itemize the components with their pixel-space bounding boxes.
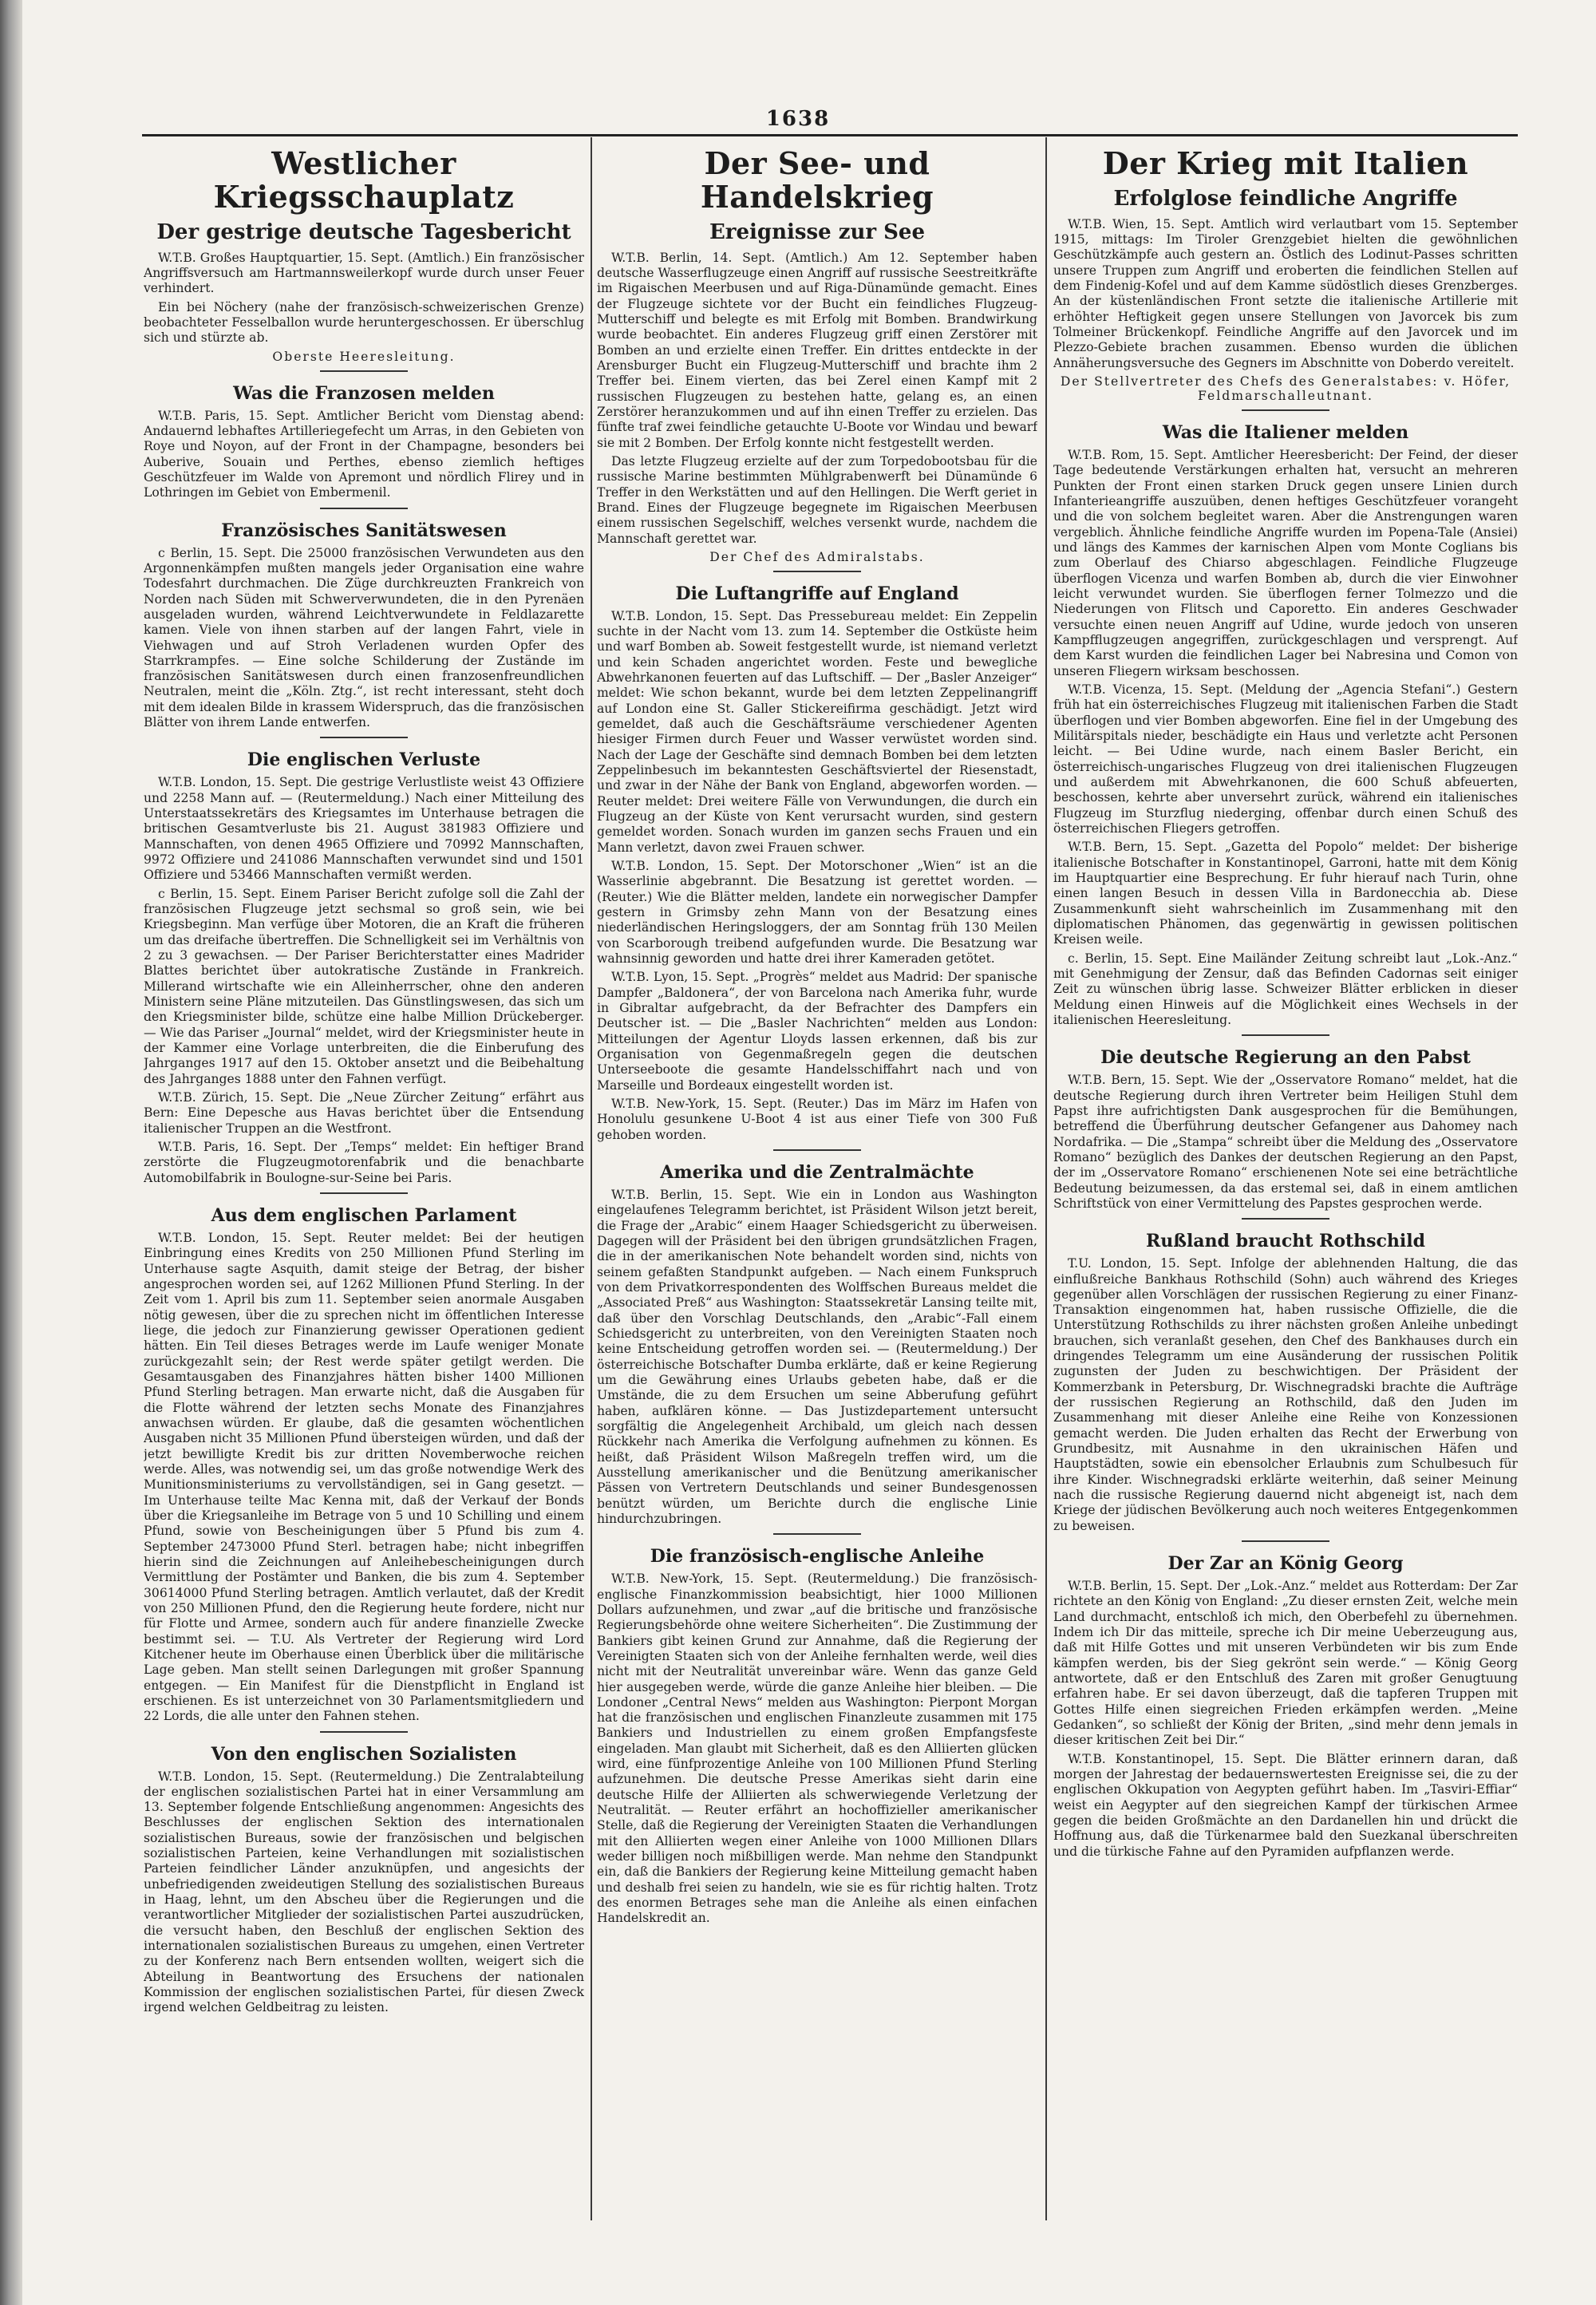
report-signature: Oberste Heeresleitung.	[272, 349, 456, 364]
section-heading: Was die Italiener melden	[1162, 422, 1409, 444]
article-paragraph: Ein bei Nöchery (nahe der französisch-schweizerischen Grenze) beobachteter Fesselballon wurde heruntergeschossen. Er überschlug sich und stürzte ab.	[144, 299, 584, 346]
section-separator	[1242, 1218, 1329, 1220]
section-heading: Der Zar an König Georg	[1167, 1553, 1404, 1575]
column-rule-1	[591, 137, 592, 2220]
column-western-front	[144, 144, 584, 2219]
column-heading: Der Krieg mit Italien	[1102, 145, 1469, 181]
article-paragraph: W.T.B. London, 15. Sept. Die gestrige Verlustliste weist 43 Offiziere und 2258 Mann auf. — (Reutermeldung.) Nach einer Mitteilung des Unterstaatssekretärs des Kriegsamtes im Unterhause betragen die britischen Gesamtverluste bis 21. August 381983 Offiziere und Mannschaften, von denen 4965 Offiziere und 70992 Mannschaften, 9972 Offiziere und 241086 Mannschaften verwundet sind und 1501 Offiziere und 53466 Mannschaften vermißt werden.	[144, 775, 584, 883]
article-paragraph: W.T.B. Vicenza, 15. Sept. (Meldung der „Agencia Stefani“.) Gestern früh hat ein österreichisches Flugzeug mit italienischen Farben die Stadt überflogen und vier Bomben abgeworfen. Eine fiel in der Umgebung des Militärspitals nieder, beschädigte ein Haus und verletzte acht Personen leicht. — Bei Udine wurde, nach einem Basler Bericht, ein österreichisch-ungarisches Flugzeug von drei italienischen Flugzeugen und außerdem mit Abwehrkanonen, die 600 Schuß abfeuerten, beschossen, kehrte aber unversehrt zurück, während ein italienisches Flugzeug im Sturzflug niederging, offenbar durch einen Schuß des österreichischen Fliegers getroffen.	[1053, 682, 1518, 836]
report-signature: Der Chef des Admiralstabs.	[709, 549, 925, 564]
page-number: 1638	[765, 107, 831, 131]
article-paragraph: c Berlin, 15. Sept. Einem Pariser Bericht zufolge soll die Zahl der französischen Flugzeuge jetzt sechsmal so groß sein, wie bei Kriegsbeginn. Man verfüge über Motoren, die an Kraft die früheren um das dreifache übertreffen. Die Schnelligkeit sei im Verhältnis von 2 zu 3 gewachsen. — Der Pariser Berichterstatter eines Madrider Blattes berichtet über autokratische Zustände in Frankreich. Millerand wirtschafte wie ein Alleinherrscher, ohne den anderen Ministern seine Pläne mitzuteilen. Das Günstlingswesen, das sich um den Kriegsminister bilde, schütze eine halbe Million Drückeberger. — Wie das Pariser „Journal“ meldet, wird der Kriegsminister heute in der Kammer eine Vorlage unterbreiten, die die Einberufung des Jahrganges 1917 auf den 15. Oktober ansetzt und die Beibehaltung des Jahrganges 1888 unter den Fahnen verfügt.	[144, 886, 584, 1086]
article-paragraph: W.T.B. Wien, 15. Sept. Amtlich wird verlautbart vom 15. September 1915, mittags: Im Tiroler Grenzgebiet hielten die gewöhnlichen Geschützkämpfe auch gestern an. Östlich des Lodinut-Passes schritten unsere Truppen zum Angriff und eroberten die feindlichen Stellen auf dem Findenig-Kofel und auf dem Kamme südöstlich dieses Grenzberges. An der küstenländischen Front setzte die italienische Artillerie mit erhöhter Heftigkeit gegen unsere Stellungen von Javorcek bis zum Tolmeiner Brückenkopf. Feindliche Angriffe auf den Javorcek und im Plezzo-Gebiete brachen zusammen. Ebenso wurden die üblichen Annäherungsversuche des Gegners im Abschnitte von Doberdo vereitelt.	[1053, 216, 1518, 370]
section-separator	[320, 1192, 408, 1194]
section-separator	[1242, 409, 1329, 411]
section-separator	[773, 571, 861, 572]
column-heading: Der See- und Handelskrieg	[700, 145, 934, 215]
article-paragraph: W.T.B. Rom, 15. Sept. Amtlicher Heeresbericht: Der Feind, der dieser Tage bedeutende Verstärkungen erhalten hat, versucht an mehreren Punkten der Front einen starken Druck gegen unsere Linien durch Infanterieangriffe auszuüben, denen heftiges Geschützfeuer vorangeht und die von solchem begleitet waren. Aber die Anstrengungen waren vergeblich. Ähnliche feindliche Angriffe wurden im Popena-Tale (Ansiei) und längs des Kammes der karnischen Alpen vom Monte Coglians bis zum Oberlauf des Chiarso abgeschlagen. Feindliche Flugzeuge überflogen Vicenza und warfen Bomben ab, durch die vier Einwohner leicht verwundet wurden. Sie überflogen ferner Tolmezzo und die Niederungen von Flitsch und Caporetto. Ein anderes Geschwader versuchte einen neuen Angriff auf Udine, wurde jedoch von unseren Kampfflugzeugen angegriffen, zurückgeschlagen und versprengt. Auf dem Karst wurden die feindlichen Lager bei Nabresina und Comon von unseren Fliegern wirksam beschossen.	[1053, 448, 1518, 678]
column-subheading: Erfolglose feindliche Angriffe	[1113, 186, 1458, 211]
section-heading: Die deutsche Regierung an den Pabst	[1100, 1047, 1471, 1069]
article-paragraph: Das letzte Flugzeug erzielte auf der zum Torpedobootsbau für die russische Marine bestimmten Mühlgrabenwerft bei Dünamünde 6 Treffer in den Werkstätten und auf den Hellingen. Die Werft geriet in Brand. Eines der Flugzeuge begegnete im Rigaischen Meerbusen einem russischen Segelschiff, welches versenkt wurde, nachdem die Mannschaft gerettet war.	[597, 453, 1037, 546]
section-heading: Von den englischen Sozialisten	[211, 1743, 517, 1765]
article-paragraph: W.T.B. London, 15. Sept. (Reutermeldung.) Die Zentralabteilung der englischen sozialistischen Partei hat in einer Versammlung am 13. September folgende Entschließung angenommen: Angesichts des Beschlusses der englischen Sektion des internationalen sozialistischen Bureaus, sowie der französischen und belgischen sozialistischen Parteien, keine Verhandlungen mit sozialistischen Parteien feindlicher Länder anzuknüpfen, und angesichts der unbefriedigenden zweideutigen Stellung des sozialistischen Bureaus in Haag, lehnt, um den Abscheu über die Regierungen und die verantwortlicher Mitglieder der sozialistischen Partei auszudrücken, die versucht haben, den Beschluß der englischen Sektion des internationalen sozialistischen Bureaus zu umgehen, einen Vertreter zu der Konferenz nach Bern entsenden wollten, weigert sich die Abteilung in Beantwortung des Ersuchens der nationalen Kommission der englischen sozialistischen Partei, für diesen Zweck irgend welchen Geldbeitrag zu leisten.	[144, 1769, 584, 2015]
column-rule-2	[1045, 137, 1047, 2220]
column-subheading: Der gestrige deutsche Tagesbericht	[156, 219, 571, 244]
column-war-with-italy	[1053, 144, 1518, 2219]
article-paragraph: W.T.B. Konstantinopel, 15. Sept. Die Blätter erinnern daran, daß morgen der Jahrestag der bedauernswertesten Ereignisse sei, die zu der englischen Okkupation von Aegypten geführt haben. Im „Tasviri-Effiar“ weist ein Aegypter auf den siegreichen Kampf der türkischen Armee gegen die beiden Großmächte an den Dardanellen hin und drückt die Hoffnung aus, daß die Türkenarmee bald den Suezkanal überschreiten und die türkische Fahne auf den Pyramiden aufpflanzen werde.	[1053, 1751, 1518, 1859]
column-sea-trade-war	[597, 144, 1037, 2219]
column-heading: Westlicher Kriegsschauplatz	[213, 145, 515, 215]
article-paragraph: W.T.B. Paris, 16. Sept. Der „Temps“ meldet: Ein heftiger Brand zerstörte die Flugzeugmotorenfabrik und die benachbarte Automobilfabrik in Boulogne-sur-Seine bei Paris.	[144, 1140, 584, 1185]
article-paragraph: W.T.B. Paris, 15. Sept. Amtlicher Bericht vom Dienstag abend: Andauernd lebhaftes Artilleriegefecht um Arras, in den Gebieten von Roye und Noyon, auf der Front in der Champagne, besonders bei Auberive, Souain und Perthes, ebenso ziemlich heftiges Geschützfeuer im Walde von Apremont und nördlich Flirey und in Lothringen im Gebiet von Embermenil.	[144, 408, 584, 500]
section-separator	[320, 1731, 408, 1733]
article-paragraph: W.T.B. Berlin, 15. Sept. Der „Lok.-Anz.“ meldet aus Rotterdam: Der Zar richtete an den König von England: „Zu dieser ernsten Zeit, welche mein Land durchmacht, entschloß ich mich, den Oberbefehl zu übernehmen. Indem ich Dir das mitteile, spreche ich Dir meine Ueberzeugung aus, daß mit Hilfe Gottes und mit unseren Verbündeten wir bis zum Ende kämpfen werden, bis der Sieg gekrönt sein werde.“ — König Georg antwortete, daß er den Entschluß des Zaren mit großer Genugtuung erfahren habe. Er sei davon überzeugt, daß die tapferen Truppen mit Gottes Hilfe einen siegreichen Frieden erkämpfen werden. „Meine Gedanken“, so schließt der König der Briten, „sind mehr denn jemals in dieser kritischen Zeit bei Dir.“	[1053, 1579, 1518, 1748]
article-paragraph: T.U. London, 15. Sept. Infolge der ablehnenden Haltung, die das einflußreiche Bankhaus Rothschild (Sohn) auch während des Krieges gegenüber allen Vorschlägen der russischen Regierung zu einer Finanz-Transaktion eingenommen hat, haben russische Offizielle, die die Unterstützung Rothschilds zu ihrer nächsten großen Anleihe unbedingt brauchen, sich veranlaßt gesehen, den Chef des Bankhauses durch ein dringendes Telegramm um eine Ausänderung der russischen Politik zugunsten der Juden zu beschwichtigen. Der Präsident der Kommerzbank in Petersburg, Dr. Wischnegradski brachte die Aufträge der russischen Regierung an Rothschild, daß den Juden im Zusammenhang mit dieser Anleihe eine Reihe von Konzessionen gemacht werden. Die Juden erhalten das Recht der Erwerbung von Grundbesitz, mit Ausnahme in den ukrainischen Häfen und Hauptstädten, sowie ein ebensolcher Erlaubnis zum Schulbesuch für ihre Kinder. Wischnegradski erklärte weiterhin, daß seiner Meinung nach die russische Regierung dauernd nicht abgeneigt ist, nach dem Kriege der jüdischen Bevölkerung auch noch weiteres Entgegenkommen zu beweisen.	[1053, 1256, 1518, 1533]
section-heading: Aus dem englischen Parlament	[211, 1205, 517, 1226]
section-separator	[1242, 1034, 1329, 1036]
article-paragraph: W.T.B. New-York, 15. Sept. (Reuter.) Das im März im Hafen von Honolulu gesunkene U-Boot 4 ist aus einer Tiefe von 300 Fuß gehoben worden.	[597, 1097, 1037, 1142]
article-paragraph: W.T.B. Bern, 15. Sept. „Gazetta del Popolo“ meldet: Der bisherige italienische Botschafter in Konstantinopel, Garroni, hatte mit dem König im Hauptquartier eine Besprechung. Er fuhr hierauf nach Turin, ohne einen langen Besuch in dessen Villa in Bardonecchia ab. Diese Zusammenkunft sieht wahrscheinlich im Zusammenhang mit den diplomatischen Phänomen, das gegenwärtig in gewissen politischen Kreisen weile.	[1053, 840, 1518, 947]
section-separator	[1242, 1540, 1329, 1542]
article-paragraph: W.T.B. London, 15. Sept. Das Pressebureau meldet: Ein Zeppelin suchte in der Nacht vom 13. zum 14. September die Ostküste heim und warf Bomben ab. Soweit festgestellt wurde, ist niemand verletzt und kein Schaden angerichtet worden. Feste und bewegliche Abwehrkanonen feuerten auf das Luftschiff. — Der „Basler Anzeiger“ meldet: Wie schon bekannt, wurde bei dem letzten Zeppelinangriff auf London eine St. Galler Stickereifirma geschädigt. Jetzt wird gemeldet, daß auch die Geschäftsräume verschiedener Agenten hiesiger Firmen durch Feuer und Wasser verwüstet worden sind. Nach der Lage der Geschäfte sind demnach Bomben bei dem letzten Zeppelinbesuch im bekanntesten Geschäftsviertel der Riesenstadt, und zwar in der Nähe der Bank von England, abgeworfen worden. — Reuter meldet: Drei weitere Fälle von Verwundungen, die durch ein Flugzeug an der Küste von Kent verursacht wurden, sind gestern gemeldet worden. Sonach wurden im ganzen sechs Frauen und ein Mann verletzt, davon zwei Frauen schwer.	[597, 608, 1037, 855]
header-rule	[142, 134, 1518, 136]
article-paragraph: W.T.B. Berlin, 14. Sept. (Amtlich.) Am 12. September haben deutsche Wasserflugzeuge einen Angriff auf russische Seestreitkräfte im Rigaischen Meerbusen und auf Riga-Dünamünde gemacht. Eines der Flugzeuge sichtete vor der Bucht ein feindliches Flugzeug-Mutterschiff und belegte es mit Erfolg mit Bomben. Brandwirkung wurde beobachtet. Ein anderes Flugzeug griff einen Zerstörer mit Bomben an und erzielte einen Treffer. Ein drittes entdeckte in der Arensburger Bucht ein Flugzeug-Mutterschiff und brachte ihm 2 Treffer bei. Einem vierten, das bei Zerel einen Kampf mit 2 russischen Flugzeugen zu bestehen hatte, gelang es, an einen Zerstörer heranzukommen und auf ihn einen Treffer zu erzielen. Das fünfte traf zwei feindliche getauchte U-Boote vor Windau und bewarf sie mit 2 Bomben. Der Erfolg konnte nicht festgestellt werden.	[597, 250, 1037, 450]
article-paragraph: W.T.B. Zürich, 15. Sept. Die „Neue Zürcher Zeitung“ erfährt aus Bern: Eine Depesche aus Havas berichtet über die Entsendung italienischer Truppen an die Westfront.	[144, 1090, 584, 1136]
section-separator	[773, 1149, 861, 1151]
section-separator	[320, 737, 408, 738]
article-paragraph: W.T.B. New-York, 15. Sept. (Reutermeldung.) Die französisch-englische Finanzkommission beabsichtigt, hier 1000 Millionen Dollars aufzunehmen, und zwar „auf die britische und französische Regierungsbehörde ohne weitere Sicherheiten“. Die Zustimmung der Bankiers gibt keinen Grund zur Annahme, daß die Regierung der Vereinigten Staaten sich von der Anleihe fernhalten werde, weil dies nicht mit der Neutralität unvereinbar wäre. Wenn das ganze Geld hier ausgegeben werde, würde die ganze Anleihe hier bleiben. — Die Londoner „Central News“ melden aus Washington: Pierpont Morgan hat die französischen und englischen Finanzleute zusammen mit 175 Bankiers und Industriellen zu einem großen Empfangsfeste eingeladen. Man glaubt mit Sicherheit, daß es den Alliierten glücken wird, eine fünfprozentige Anleihe von 100 Millionen Pfund Sterling aufzunehmen. Die deutsche Presse Amerikas sieht darin eine deutsche Hilfe der Alliierten als schwerwiegende Verletzung der Neutralität. — Reuter erfährt an hochoffizieller amerikanischer Stelle, daß die Regierung der Vereinigten Staaten die Verhandlungen mit den Alliierten wegen einer Anleihe von 1000 Millionen Dllars weder billigen noch mißbilligen werde. Man nehme den Standpunkt ein, daß die Bankiers der Regierung keine Mitteilung gemacht haben und deshalb frei seien zu handeln, wie sie es für richtig halten. Trotz des enormen Betrages sehe man die Anleihe als einen einfachen Handelskredit an.	[597, 1572, 1037, 1926]
article-paragraph: W.T.B. Bern, 15. Sept. Wie der „Osservatore Romano“ meldet, hat die deutsche Regierung durch ihren Vertreter beim Heiligen Stuhl dem Papst ihre aufrichtigsten Dank ausgesprochen für die Bemühungen, betreffend die Überführung deutscher Gefangener aus Dahomey nach Nordafrika. — Die „Stampa“ schreibt über die Meldung des „Osservatore Romano“ bezüglich des Dankes der deutschen Regierung an den Papst, der im „Osservatore Romano“ erschienenen Note sei eine beträchtliche Bedeutung beizumessen, da das erstemal sei, daß in einem amtlichen Schriftstück von einer Vermittelung des Papstes gesprochen werde.	[1053, 1073, 1518, 1211]
column-subheading: Ereignisse zur See	[709, 219, 926, 244]
article-paragraph: W.T.B. London, 15. Sept. Reuter meldet: Bei der heutigen Einbringung eines Kredits von 250 Millionen Pfund Sterling im Unterhause sagte Asquith, damit steige der Betrag, der bisher angesprochen worden sei, auf 1262 Millionen Pfund Sterling. In der Zeit vom 1. April bis zum 11. September seien anormale Ausgaben nötig gewesen, über die zu sprechen nicht im öffentlichen Interesse liege, die jedoch zur Finanzierung gewisser Operationen gedient hätten. Ein Teil dieses Betrages werde im Laufe weniger Monate zurückgezahlt sein; der Rest werde später getilgt werden. Die Gesamtausgaben des Finanzjahres hätten bisher 1400 Millionen Pfund Sterling betragen. Man erwarte nicht, daß die Ausgaben für die Flotte während der letzten sechs Monate des Finanzjahres anwachsen würden. Er glaube, daß die gesamten wöchentlichen Ausgaben nicht 35 Millionen Pfund übersteigen würden, und daß der jetzt bewilligte Kredit bis zur dritten Novemberwoche reichen werde. Alles, was notwendig sei, um das große notwendige Werk des Munitionsministeriums zu vervollständigen, sei in Gang gesetzt. — Im Unterhause teilte Mac Kenna mit, daß der Verkauf der Bonds über die Kriegsanleihe im Betrage von 5 und 10 Schilling und einem Pfund, sowie von Bescheinigungen über 5 Pfund bis zum 4. September 2473000 Pfund Sterl. betragen habe; nicht inbegriffen hierin sind die Zeichnungen auf Anleihebescheinigungen durch Vermittlung der Postämter und Banken, die bis zum 4. September 30614000 Pfund Sterling betragen. Amtlich verlautet, daß der Kredit von 250 Millionen Pfund, den die Regierung heute fordere, nicht nur für Flotte und Armee, sondern auch für andere finanzielle Zwecke bestimmt sei. — T.U. Als Vertreter der Regierung wird Lord Kitchener heute im Oberhause einen Überblick über die militärische Lage geben. Man stellt seinen Darlegungen mit großer Spannung entgegen. — Ein Manifest für die Dienstpflicht in England ist erschienen. Es ist unterzeichnet von 30 Parlamentsmitgliedern und 22 Lords, die alle unter den Fahnen stehen.	[144, 1231, 584, 1724]
section-heading: Amerika und die Zentralmächte	[660, 1161, 974, 1183]
article-paragraph: W.T.B. Berlin, 15. Sept. Wie ein in London aus Washington eingelaufenes Telegramm berichtet, ist Präsident Wilson jetzt bereit, die Frage der „Arabic“ einem Haager Schiedsgericht zu überweisen. Dagegen will der Präsident bei den übrigen grundsätzlichen Fragen, die in der amerikanischen Note behandelt worden sind, nichts von seinem gefaßten Standpunkt aufgeben. — Nach einem Funkspruch von dem Privatkorrespondenten des Wolffschen Bureaus meldet die „Associated Preß“ aus Washington: Staatssekretär Lansing teilte mit, daß über den Vorschlag Deutschlands, den „Arabic“-Fall einem Schiedsgericht zu unterbreiten, von den Vereinigten Staaten noch keine Entscheidung getroffen worden sei. — (Reutermeldung.) Der österreichische Botschafter Dumba erklärte, daß er keine Regierung um die Gewährung eines Urlaubs gebeten habe, daß er die Umstände, die zu dem Ersuchen um seine Abberufung geführt haben, aufklären könne. — Das Justizdepartement untersucht sorgfältig die Angelegenheit Archibald, um gleich nach dessen Rückkehr nach Amerika die Verfolgung aufnehmen zu können. Es heißt, daß Präsident Wilson Maßregeln treffen wird, um die Ausstellung amerikanischer und die Benützung amerikanischer Pässen von Vertretern Deutschlands und seiner Bundesgenossen benützt würden, um Berichte durch die englische Linie hindurchzubringen.	[597, 1187, 1037, 1526]
section-heading: Die französisch-englische Anleihe	[650, 1546, 985, 1568]
section-heading: Die Luftangriffe auf England	[675, 583, 959, 604]
article-paragraph: c Berlin, 15. Sept. Die 25000 französischen Verwundeten aus den Argonnenkämpfen mußten mangels jeder Organisation eine wahre Todesfahrt durchmachen. Die Züge durchkreuzten Frankreich von Norden nach Süden mit Schwerverwundeten, die in den Pyrenäen ausgeladen wurden, während Leichtverwundete in Feldlazarette kamen. Viele von ihnen starben auf der langen Fahrt, viele in Viehwagen und auf Stroh Verladenen wurden Opfer des Starrkrampfes. — Eine solche Schilderung der Zustände im französischen Sanitätswesen durch einen franzosenfreundlichen Neutralen, meint die „Köln. Ztg.“, ist recht interessant, steht doch mit dem idealen Bilde in krassem Widerspruch, das die französischen Blätter von ihrem Lande entwerfen.	[144, 545, 584, 730]
section-separator	[320, 508, 408, 509]
section-heading: Die englischen Verluste	[247, 749, 481, 771]
section-heading: Rußland braucht Rothschild	[1145, 1231, 1426, 1252]
section-heading: Was die Franzosen melden	[233, 382, 495, 404]
article-paragraph: c. Berlin, 15. Sept. Eine Mailänder Zeitung schreibt laut „Lok.-Anz.“ mit Genehmigung der Zensur, daß das Befinden Cadornas seit einiger Zeit zu wünschen übrig lasse. Schweizer Blätter erblicken in dieser Meldung einen Hinweis auf die Möglichkeit eines Wechsels in der italienischen Heeresleitung.	[1053, 951, 1518, 1027]
section-separator	[320, 370, 408, 372]
article-paragraph: W.T.B. Großes Hauptquartier, 15. Sept. (Amtlich.) Ein französischer Angriffsversuch am Hartmannsweilerkopf wurde durch unser Feuer verhindert.	[144, 250, 584, 296]
section-separator	[773, 1533, 861, 1535]
article-paragraph: W.T.B. Lyon, 15. Sept. „Progrès“ meldet aus Madrid: Der spanische Dampfer „Baldonera“, der von Barcelona nach Amerika fuhr, wurde in Gibraltar aufgebracht, da der Befrachter des Dampfers ein Deutscher ist. — Die „Basler Nachrichten“ melden aus London: Mitteilungen der Agentur Lloyds lassen erkennen, daß bis zur Organisation von Gegenmaßregeln gegen die deutschen Unterseeboote die gesamte Handelsschiffahrt nach und von Marseille und Bordeaux eingestellt worden ist.	[597, 970, 1037, 1093]
report-signature: Der Stellvertreter des Chefs des Generalstabes: v. Höfer, Feldmarschalleutnant.	[1060, 374, 1511, 404]
page-binding-shadow	[0, 0, 22, 2305]
article-paragraph: W.T.B. London, 15. Sept. Der Motorschoner „Wien“ ist an die Wasserlinie abgebrannt. Die Besatzung ist gerettet worden. — (Reuter.) Wie die Blätter melden, landete ein norwegischer Dampfer gestern in Grimsby zehn Mann von der Besatzung eines niederländischen Heringsloggers, der am Sonntag früh 130 Meilen von Scarborough treibend aufgefunden wurde. Die Besatzung war wahnsinnig geworden und hatte drei ihrer Kameraden getötet.	[597, 859, 1037, 967]
section-heading: Französisches Sanitätswesen	[221, 520, 507, 541]
